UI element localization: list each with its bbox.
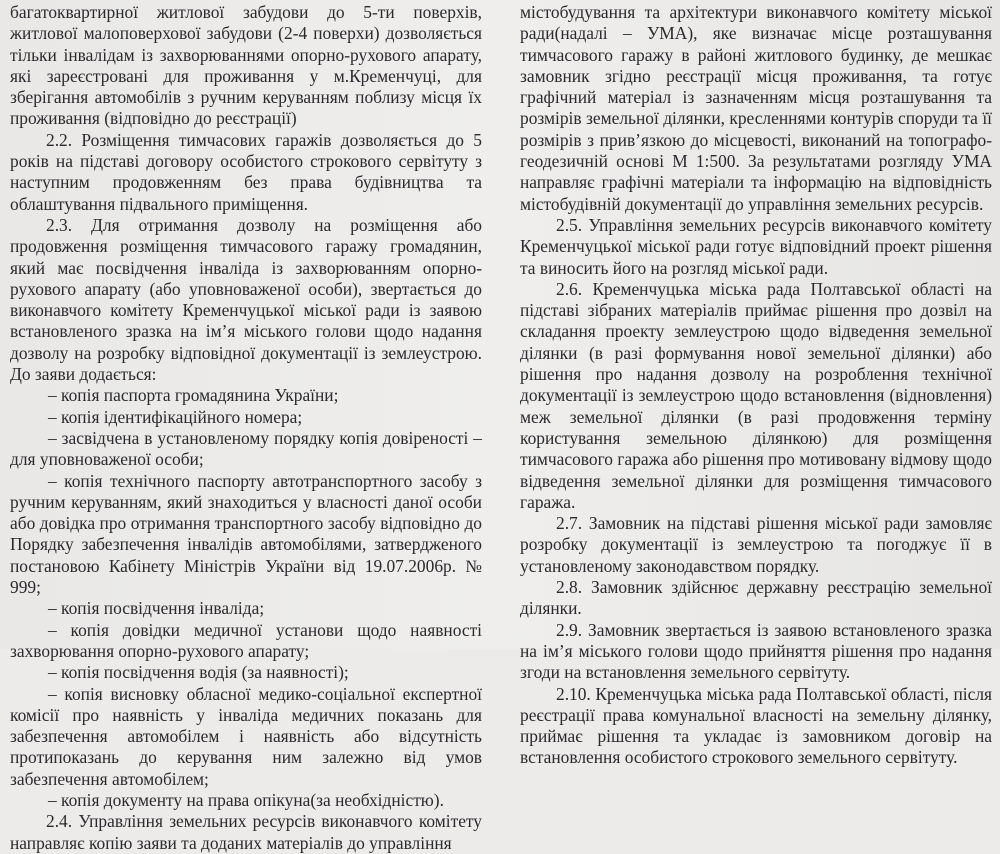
paragraph: 2.6. Кременчуцька міська рада Полтавської області на підставі зібраних матеріалів приймає рішення про дозвіл на складання проекту землеустрою щодо відведення земельної ділянки (в разі формування нової земельної ділянки) або рішення про надання дозволу на розроблення технічної документації із землеустрою щодо встановлення (відновлення) меж земельної ділянки (в разі продовження терміну користування земельною ділянкою) для розміщення тимчасового гаража або рішення про мотивовану відмову щодо відведення земельної ділянки для розміщення тимчасового гаража. — [520, 278, 992, 512]
paragraph: 2.10. Кременчуцька міська рада Полтавської області, після реєстрації права комунальної власності на земельну ділянку, приймає рішення та укладає із замовником договір на встановлення особистого строкового земельного сервітуту. — [520, 683, 992, 768]
paragraph: 2.2. Розміщення тимчасових гаражів дозволяється до 5 років на підставі договору особистого строкового сервітуту з наступним продовженням без права будівництва та облаштування підвального приміщення. — [10, 129, 482, 214]
paragraph: 2.3. Для отримання дозволу на розміщення або продовження розміщення тимчасового гаражу громадянин, який має посвідчення інваліда із захворюванням опорно-рухового апарату (або уповноваженої особи), звертається до виконавчого комітету Кременчуцької міської ради із заявою встановленого зразка на ім’я міського голови щодо надання дозволу на розробку відповідної документації із землеустрою. До заяви додається: — [10, 214, 482, 385]
list-item: – засвідчена в установленому порядку копія довіреності – для уповноваженої особи; — [10, 427, 482, 470]
paragraph: 2.5. Управління земельних ресурсів виконавчого комітету Кременчуцької міської ради готує відповідний проект рішення та виносить його на розгляд міської ради. — [520, 214, 992, 278]
list-item: – копія ідентифікаційного номера; — [48, 406, 303, 427]
list-item: – копія технічного паспорту автотранспортного засобу з ручним керуванням, який знаходиться у власності даної особи або довідка про отримання транспортного засобу відповідно до Порядку забезпечення інвалідів автомобілями, затвердженого постановою Кабінету Міністрів України від 19.07.2006р. № 999; — [10, 470, 482, 598]
list-item: – копія посвідчення інваліда; — [48, 598, 265, 619]
paragraph: багатоквартирної житлової забудови до 5-ти поверхів, житлової малоповерхової забудови (2-4 поверхи) дозволяється тільки інвалідам із захворюваннями опорно-рухового апарату, які зареєстровані для проживання у м.Кременчуці, для зберігання автомобілів з ручним керуванням поблизу місця їх проживання (відповідно до реєстрації) — [10, 2, 482, 129]
list-item: – копія паспорта громадянина України; — [48, 385, 339, 406]
paragraph: 2.9. Замовник звертається із заявою встановленого зразка на ім’я міського голови щодо прийняття рішення про надання згоди на встановлення земельного сервітуту. — [520, 619, 992, 683]
list-item: – копія документу на права опікуна(за необхідністю). — [48, 789, 444, 810]
list-item: – копія посвідчення водія (за наявності); — [48, 662, 349, 683]
list-item: – копія висновку обласної медико-соціальної експертної комісії про наявність у інваліда медичних показань для забезпечення автомобілем і наявність або відсутність протипоказань до керування ним залежно від умов забезпечення автомобілем; — [10, 683, 482, 789]
paragraph: містобудування та архітектури виконавчого комітету міської ради(надалі – УМА), яке визначає місце розташування тимчасового гаражу в районі житлового будинку, де мешкає замовник згідно реєстрації місця проживання, та готує графічний матеріал із зазначенням місця розташування та розмірів земельної ділянки, кресленнями контурів споруди та її розмірів з прив’язкою до місцевості, виконаний на топографо-геодезичній основі М 1:500. За результатами розгляду УМА направляє графічні матеріали та інформацію на відповідність містобудівній документації до управління земельних ресурсів. — [520, 2, 992, 214]
left-column — [10, 2, 482, 854]
paragraph: 2.7. Замовник на підставі рішення міської ради замовляє розробку документації із землеустрою та погоджує її в установленому законодавством порядку. — [520, 513, 992, 576]
paragraph: 2.8. Замовник здійснює державну реєстрацію земельної ділянки. — [520, 577, 992, 619]
right-column — [520, 2, 992, 769]
list-item: – копія довідки медичної установи щодо наявності захворювання опорно-рухового апарату; — [10, 619, 482, 661]
paragraph: 2.4. Управління земельних ресурсів виконавчого комітету направляє копію заяви та доданих матеріалів до управління — [10, 811, 482, 853]
